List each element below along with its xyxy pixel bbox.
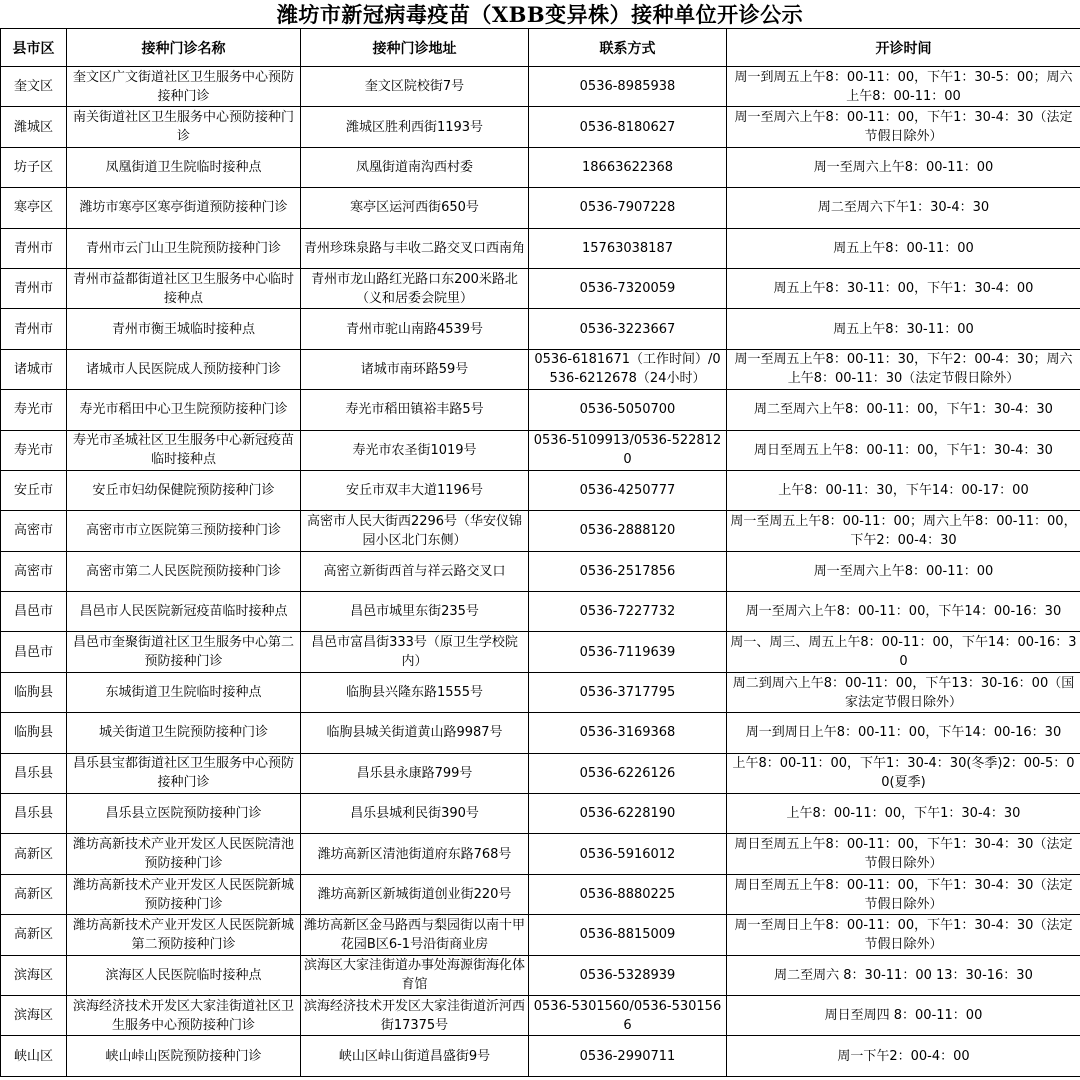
table-row [1,794,1080,834]
district-cell: 高新区 [1,834,67,874]
district-cell: 坊子区 [1,147,67,187]
contact-cell: 0536-7320059 [529,268,727,308]
hours-cell: 周一至周日上午8：00-11：00，下午1：30-4：30（法定节假日除外） [727,915,1080,955]
district-cell: 青州市 [1,228,67,268]
district-cell: 寿光市 [1,390,67,430]
clinic-address-cell: 昌乐县城利民街390号 [301,794,529,834]
clinic-name-cell: 昌乐县立医院预防接种门诊 [67,794,301,834]
contact-cell: 0536-8180627 [529,107,727,147]
clinic-address-cell: 潍城区胜利西街1193号 [301,107,529,147]
table-row [1,713,1080,753]
clinic-name-cell: 昌乐县宝都街道社区卫生服务中心预防接种门诊 [67,753,301,793]
clinic-name-cell: 南关街道社区卫生服务中心预防接种门诊 [67,107,301,147]
table-row [1,915,1080,955]
header-clinic-name: 接种门诊名称 [67,29,301,67]
clinic-name-cell: 青州市云门山卫生院预防接种门诊 [67,228,301,268]
clinic-name-cell: 寿光市稻田中心卫生院预防接种门诊 [67,390,301,430]
clinic-address-cell: 寿光市农圣街1019号 [301,430,529,470]
contact-cell: 0536-5328939 [529,955,727,995]
hours-cell: 周一至周六上午8：00-11：00，下午1：30-4：30（法定节假日除外） [727,107,1080,147]
district-cell: 滨海区 [1,995,67,1035]
table-row [1,228,1080,268]
header-district: 县市区 [1,29,67,67]
district-cell: 安丘市 [1,470,67,510]
table-row [1,349,1080,389]
hours-cell: 上午8：00-11：00，下午1：30-4：30(冬季)2：00-5：00(夏季) [727,753,1080,793]
district-cell: 滨海区 [1,955,67,995]
contact-cell: 0536-2517856 [529,551,727,591]
contact-cell: 0536-7119639 [529,632,727,672]
page-title: 潍坊市新冠病毒疫苗（XBB变异株）接种单位开诊公示 [276,2,804,27]
clinic-name-cell: 诸城市人民医院成人预防接种门诊 [67,349,301,389]
contact-cell: 0536-5916012 [529,834,727,874]
clinic-address-cell: 青州市驼山南路4539号 [301,309,529,349]
clinic-address-cell: 寿光市稻田镇裕丰路5号 [301,390,529,430]
district-cell: 高密市 [1,511,67,551]
table-row [1,147,1080,187]
hours-cell: 周一至周六上午8：00-11：00，下午14：00-16：30 [727,592,1080,632]
district-cell: 青州市 [1,268,67,308]
district-cell: 昌乐县 [1,753,67,793]
hours-cell: 周五上午8：30-11：00 [727,309,1080,349]
table-row [1,67,1080,107]
contact-cell: 0536-8985938 [529,67,727,107]
clinic-name-cell: 滨海经济技术开发区大家洼街道社区卫生服务中心预防接种门诊 [67,995,301,1035]
clinic-name-cell: 潍坊高新技术产业开发区人民医院新城第二预防接种门诊 [67,915,301,955]
clinic-address-cell: 潍坊高新区清池街道府东路768号 [301,834,529,874]
district-cell: 昌邑市 [1,592,67,632]
clinic-name-cell: 安丘市妇幼保健院预防接种门诊 [67,470,301,510]
table-row [1,995,1080,1035]
district-cell: 昌乐县 [1,794,67,834]
table-row [1,672,1080,712]
clinic-name-cell: 寿光市圣城社区卫生服务中心新冠疫苗临时接种点 [67,430,301,470]
hours-cell: 周一下午2：00-4：00 [727,1036,1080,1076]
hours-cell: 周二至周六下午1：30-4：30 [727,188,1080,228]
contact-cell: 0536-2990711 [529,1036,727,1076]
header-hours: 开诊时间 [727,29,1080,67]
table-row [1,874,1080,914]
hours-cell: 周一到周日上午8：00-11：00，下午14：00-16：30 [727,713,1080,753]
clinic-address-cell: 昌乐县永康路799号 [301,753,529,793]
clinic-address-cell: 青州市龙山路红光路口东200米路北（义和居委会院里） [301,268,529,308]
table-header-row [1,29,1080,67]
contact-cell: 0536-5050700 [529,390,727,430]
table-row [1,188,1080,228]
contact-cell: 0536-8880225 [529,874,727,914]
clinic-name-cell: 滨海区人民医院临时接种点 [67,955,301,995]
table-row [1,551,1080,591]
clinic-address-cell: 临朐县兴隆东路1555号 [301,672,529,712]
clinic-name-cell: 潍坊高新技术产业开发区人民医院新城预防接种门诊 [67,874,301,914]
table-row [1,834,1080,874]
table-row [1,632,1080,672]
district-cell: 潍城区 [1,107,67,147]
contact-cell: 0536-5301560/0536-5301566 [529,995,727,1035]
hours-cell: 周一至周五上午8：00-11：00；周六上午8：00-11：00，下午2：00-4：30 [727,511,1080,551]
clinic-address-cell: 安丘市双丰大道1196号 [301,470,529,510]
district-cell: 寿光市 [1,430,67,470]
clinic-name-cell: 高密市市立医院第三预防接种门诊 [67,511,301,551]
hours-cell: 上午8：00-11：30，下午14：00-17：00 [727,470,1080,510]
header-contact: 联系方式 [529,29,727,67]
clinic-name-cell: 高密市第二人民医院预防接种门诊 [67,551,301,591]
table-row [1,753,1080,793]
clinic-table [0,28,1080,1077]
contact-cell: 0536-4250777 [529,470,727,510]
table-row [1,268,1080,308]
district-cell: 青州市 [1,309,67,349]
clinic-address-cell: 奎文区院校街7号 [301,67,529,107]
clinic-address-cell: 诸城市南环路59号 [301,349,529,389]
clinic-name-cell: 凤凰街道卫生院临时接种点 [67,147,301,187]
table-row [1,1036,1080,1076]
contact-cell: 0536-8815009 [529,915,727,955]
hours-cell: 周五上午8：00-11：00 [727,228,1080,268]
clinic-address-cell: 凤凰街道南沟西村委 [301,147,529,187]
clinic-address-cell: 滨海经济技术开发区大家洼街道沂河西街17375号 [301,995,529,1035]
table-row [1,309,1080,349]
clinic-address-cell: 潍坊高新区新城街道创业街220号 [301,874,529,914]
contact-cell: 0536-2888120 [529,511,727,551]
contact-cell: 0536-7907228 [529,188,727,228]
clinic-address-cell: 滨海区大家洼街道办事处海源街海化体育馆 [301,955,529,995]
contact-cell: 0536-6226126 [529,753,727,793]
hours-cell: 周二到周六上午8：00-11：00，下午13：30-16：00（国家法定节假日除外） [727,672,1080,712]
clinic-name-cell: 青州市益都街道社区卫生服务中心临时接种点 [67,268,301,308]
hours-cell: 周一至周五上午8：00-11：30，下午2：00-4：30；周六上午8：00-11：30（法定节假日除外） [727,349,1080,389]
clinic-address-cell: 高密市人民大街西2296号（华安仪锦园小区北门东侧） [301,511,529,551]
table-row [1,390,1080,430]
clinic-address-cell: 峡山区峠山街道昌盛街9号 [301,1036,529,1076]
clinic-name-cell: 城关街道卫生院预防接种门诊 [67,713,301,753]
clinic-address-cell: 昌邑市城里东街235号 [301,592,529,632]
clinic-address-cell: 青州珍珠泉路与丰收二路交叉口西南角 [301,228,529,268]
contact-cell: 0536-3223667 [529,309,727,349]
clinic-name-cell: 潍坊高新技术产业开发区人民医院清池预防接种门诊 [67,834,301,874]
clinic-name-cell: 峡山峠山医院预防接种门诊 [67,1036,301,1076]
clinic-name-cell: 青州市衡王城临时接种点 [67,309,301,349]
clinic-address-cell: 高密立新街西首与祥云路交叉口 [301,551,529,591]
hours-cell: 周二至周六 8：30-11：00 13：30-16：30 [727,955,1080,995]
district-cell: 高密市 [1,551,67,591]
district-cell: 临朐县 [1,713,67,753]
clinic-name-cell: 昌邑市奎聚街道社区卫生服务中心第二预防接种门诊 [67,632,301,672]
table-row [1,107,1080,147]
contact-cell: 0536-7227732 [529,592,727,632]
header-clinic-address: 接种门诊地址 [301,29,529,67]
contact-cell: 18663622368 [529,147,727,187]
contact-cell: 0536-6228190 [529,794,727,834]
table-body [1,67,1080,1077]
district-cell: 临朐县 [1,672,67,712]
table-row [1,470,1080,510]
hours-cell: 周一至周六上午8：00-11：00 [727,551,1080,591]
clinic-address-cell: 临朐县城关街道黄山路9987号 [301,713,529,753]
clinic-address-cell: 昌邑市富昌街333号（原卫生学校院内） [301,632,529,672]
district-cell: 高新区 [1,915,67,955]
hours-cell: 周日至周五上午8：00-11：00，下午1：30-4：30 [727,430,1080,470]
table-row [1,511,1080,551]
hours-cell: 周日至周五上午8：00-11：00，下午1：30-4：30（法定节假日除外） [727,874,1080,914]
clinic-name-cell: 东城街道卫生院临时接种点 [67,672,301,712]
district-cell: 奎文区 [1,67,67,107]
table-row [1,955,1080,995]
clinic-name-cell: 昌邑市人民医院新冠疫苗临时接种点 [67,592,301,632]
district-cell: 诸城市 [1,349,67,389]
hours-cell: 周一至周六上午8：00-11：00 [727,147,1080,187]
hours-cell: 上午8：00-11：00，下午1：30-4：30 [727,794,1080,834]
hours-cell: 周日至周四 8：00-11：00 [727,995,1080,1035]
clinic-name-cell: 奎文区广文街道社区卫生服务中心预防接种门诊 [67,67,301,107]
contact-cell: 0536-3169368 [529,713,727,753]
district-cell: 寒亭区 [1,188,67,228]
hours-cell: 周一、周三、周五上午8：00-11：00，下午14：00-16：30 [727,632,1080,672]
district-cell: 高新区 [1,874,67,914]
contact-cell: 0536-3717795 [529,672,727,712]
hours-cell: 周一到周五上午8：00-11：00，下午1：30-5：00；周六上午8：00-11：00 [727,67,1080,107]
hours-cell: 周五上午8：30-11：00，下午1：30-4：00 [727,268,1080,308]
clinic-address-cell: 潍坊高新区金马路西与梨园街以南十甲花园B区6-1号沿街商业房 [301,915,529,955]
hours-cell: 周日至周五上午8：00-11：00，下午1：30-4：30（法定节假日除外） [727,834,1080,874]
contact-cell: 15763038187 [529,228,727,268]
table-row [1,430,1080,470]
hours-cell: 周二至周六上午8：00-11：00，下午1：30-4：30 [727,390,1080,430]
clinic-name-cell: 潍坊市寒亭区寒亭街道预防接种门诊 [67,188,301,228]
contact-cell: 0536-6181671（工作时间）/0536-6212678（24小时） [529,349,727,389]
district-cell: 昌邑市 [1,632,67,672]
district-cell: 峡山区 [1,1036,67,1076]
table-row [1,592,1080,632]
contact-cell: 0536-5109913/0536-5228120 [529,430,727,470]
clinic-address-cell: 寒亭区运河西街650号 [301,188,529,228]
